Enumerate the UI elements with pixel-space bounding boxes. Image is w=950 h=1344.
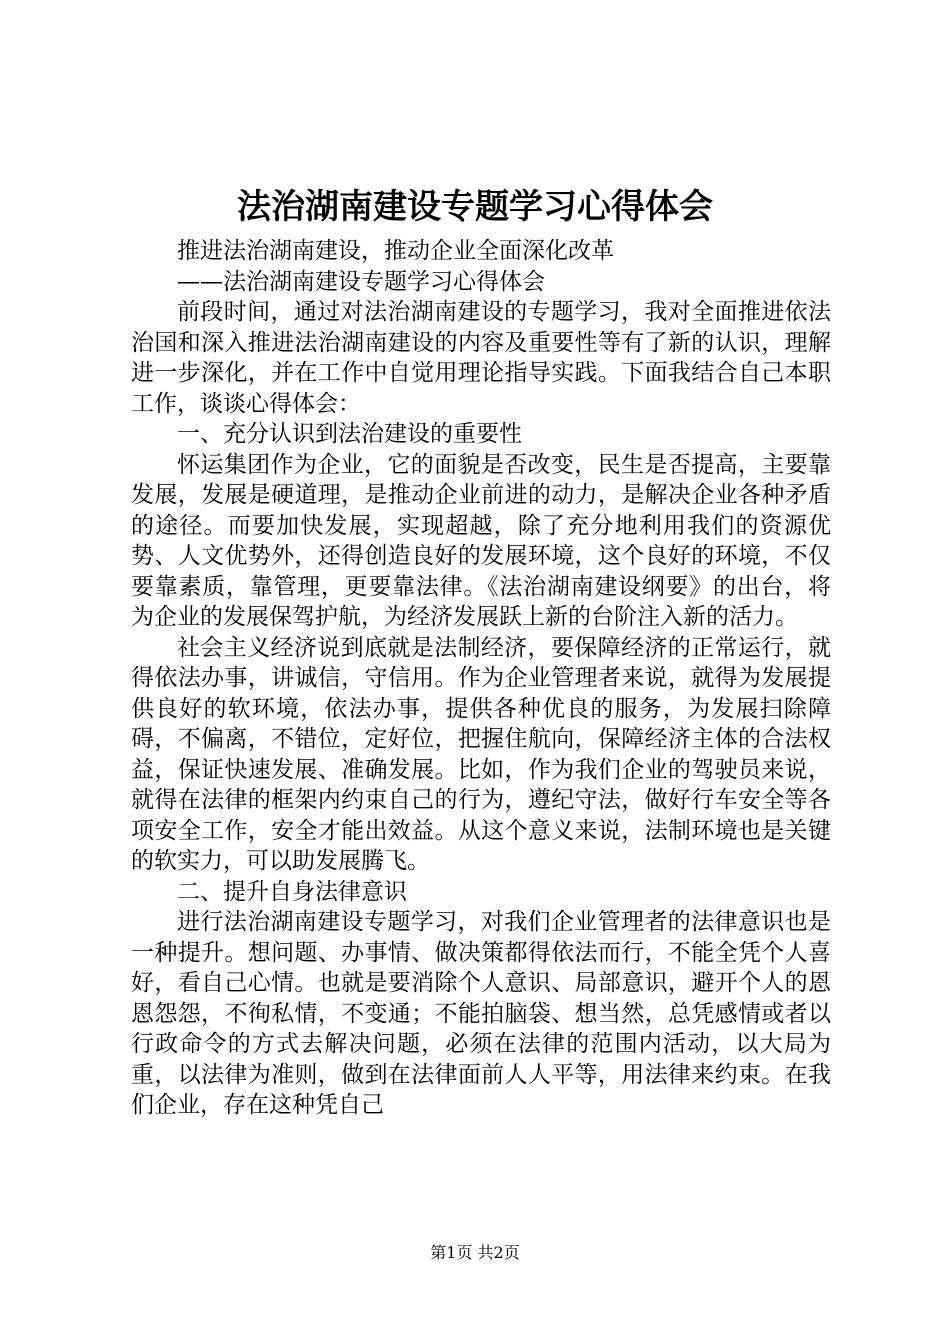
paragraph-body: 进行法治湖南建设专题学习，对我们企业管理者的法律意识也是一种提升。想问题、办事情、做决策都得依法而行，不能全凭个人喜好，看自己心情。也就是要消除个人意识、局部意识，避开个人的恩恩怨怨，不徇私情，不变通；不能拍脑袋、想当然，总凭感情或者以行政命令的方式去解决问题，必须在法律的范围内活动，以大局为重，以法律为准则，做到在法律面前人人平等，用法律来约束。在我们企业，存在这种凭自己 (131, 909, 831, 1118)
subtitle-line-1: 推进法治湖南建设，推动企业全面深化改革 (177, 238, 614, 264)
section-heading-2: 二、提升自身法律意识 (177, 878, 407, 905)
page-number-footer: 第1页 共2页 (430, 1243, 520, 1262)
paragraph-intro: 前段时间，通过对法治湖南建设的专题学习，我对全面推进依法治国和深入推进法治湖南建设的内容及重要性等有了新的认识，理解进一步深化，并在工作中自觉用理论指导实践。下面我结合自己本职工作，谈谈心得体会： (131, 299, 831, 417)
section-heading-1: 一、充分认识到法治建设的重要性 (177, 421, 522, 447)
paragraph-body: 社会主义经济说到底就是法制经济，要保障经济的正常运行，就得依法办事，讲诚信，守信用。作为企业管理者来说，就得为发展提供良好的软环境，依法办事，提供各种优良的服务，为发展扫除障碍，不偏离，不错位，定好位，把握住航向，保障经济主体的合法权益，保证快速发展、准确发展。比如，作为我们企业的驾驶员来说，就得在法律的框架内约束自己的行为，遵纪守法，做好行车安全等各项安全工作，安全才能出效益。从这个意义来说，法制环境也是关键的软实力，可以助发展腾飞。 (131, 634, 831, 874)
document-body (131, 236, 831, 1121)
document-title: 法治湖南建设专题学习心得体会 (237, 187, 713, 227)
paragraph-body: 怀运集团作为企业，它的面貌是否改变，民生是否提高，主要靠发展，发展是硬道理，是推动企业前进的动力，是解决企业各种矛盾的途径。而要加快发展，实现超越，除了充分地利用我们的资源优势、人文优势外，还得创造良好的发展环境，这个良好的环境，不仅要靠素质，靠管理，更要靠法律。《法治湖南建设纲要》的出台，将为企业的发展保驾护航，为经济发展跃上新的台阶注入新的活力。 (131, 451, 831, 630)
subtitle-line-2: ——法治湖南建设专题学习心得体会 (177, 268, 545, 295)
